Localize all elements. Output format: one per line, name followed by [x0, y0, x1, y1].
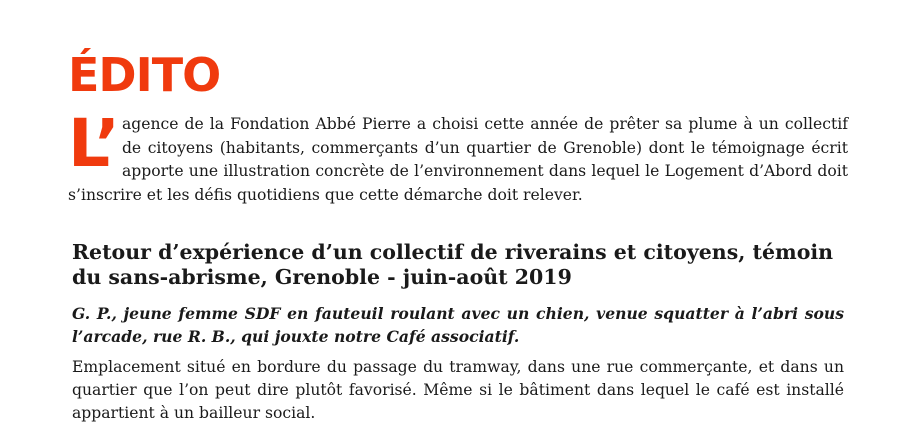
intro-text: agence de la Fondation Abbé Pierre a choisi cette année de prêter sa plume à un collectif de citoyens (habitants, commerçants d’un quartier de Grenoble) dont le témoignage écrit apporte une illustration concrète de l’environnement dans lequel le Logement d’Abord doit s’inscrire et les défis quotidiens que cette démarche doit relever. [68, 115, 848, 204]
drop-cap: L’ [68, 105, 120, 182]
page-heading: ÉDITO [68, 47, 221, 102]
section-subhead: G. P., jeune femme SDF en fauteuil roulant avec un chien, venue squatter à l’abri sous l’arcade, rue R. B., qui jouxte notre Café associatif. [72, 304, 844, 346]
section-title: Retour d’expérience d’un collectif de riverains et citoyens, témoin du sans-abrisme, Grenoble - juin-août 2019 [72, 240, 834, 289]
intro-paragraph [68, 105, 848, 207]
section-body: Emplacement situé en bordure du passage du tramway, dans une rue commerçante, et dans un quartier que l’on peut dire plutôt favorisé. Même si le bâtiment dans lequel le café est installé appartient à un bailleur social. [72, 358, 844, 422]
